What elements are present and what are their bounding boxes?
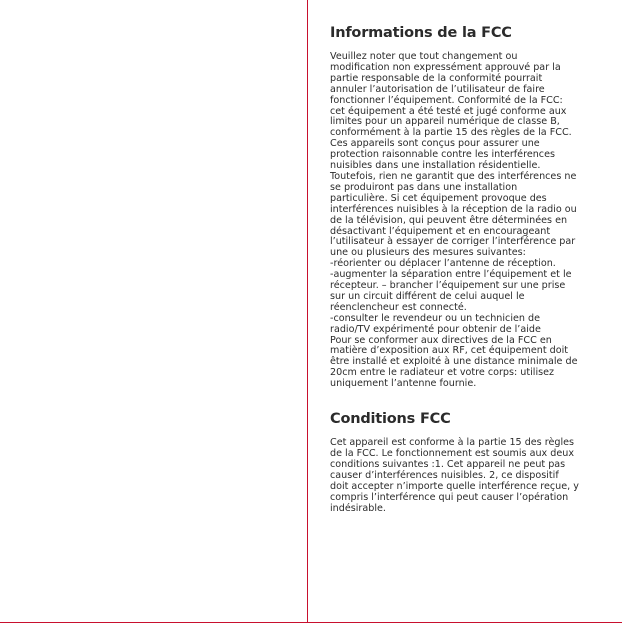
body-line: l’utilisateur à essayer de corriger l’interférence par: [330, 236, 576, 248]
fcc-conditions-section: [330, 408, 602, 514]
body-line: interférences nuisibles à la réception de la radio ou: [330, 203, 577, 215]
body-line: -augmenter la séparation entre l’équipement et le: [330, 269, 572, 281]
body-line: uniquement l’antenne fournie.: [330, 378, 477, 390]
page-bottom-edge-line: [0, 622, 622, 623]
body-line: une ou plusieurs des mesures suivantes:: [330, 247, 526, 259]
body-line: modification non expressément approuvé par la: [330, 61, 561, 73]
body-line: Toutefois, rien ne garantit que des interférences ne: [330, 170, 577, 182]
body-line: radio/TV expérimenté pour obtenir de l’aide: [330, 323, 541, 335]
body-line: compris l’interférence qui peut causer l’opération: [330, 491, 569, 503]
body-line: cet équipement a été testé et jugé conforme aux: [330, 105, 567, 117]
body-line: 20cm entre le radiateur et votre corps: utilisez: [330, 367, 555, 379]
fcc-information-heading: Informations de la FCC: [330, 25, 512, 41]
body-line: récepteur. – brancher l’équipement sur une prise: [330, 280, 566, 292]
body-line: conditions suivantes :1. Cet appareil ne peut pas: [330, 458, 566, 470]
body-line: fonctionner l’équipement. Conformité de la FCC:: [330, 94, 563, 106]
body-line: indésirable.: [330, 502, 386, 514]
body-line: limites pour un appareil numérique de classe B,: [330, 116, 560, 128]
body-line: se produiront pas dans une installation: [330, 181, 518, 193]
page-fold-line: [307, 0, 308, 623]
body-line: nuisibles dans une installation résidentielle.: [330, 160, 541, 172]
body-line: annuler l’autorisation de l’utilisateur de faire: [330, 83, 545, 95]
fcc-information-section: [330, 22, 602, 390]
fcc-conditions-body: [330, 438, 602, 514]
body-line: particulière. Si cet équipement provoque des: [330, 192, 547, 204]
body-line: protection raisonnable contre les interférences: [330, 149, 555, 161]
body-line: Veuillez noter que tout changement ou: [330, 51, 518, 62]
body-line: causer d’interférences nuisibles. 2, ce dispositif: [330, 469, 559, 481]
body-line: de la FCC. Le fonctionnement est soumis aux deux: [330, 448, 575, 459]
manual-right-column: [330, 22, 602, 514]
body-line: être installé et exploité à une distance minimale de: [330, 356, 578, 368]
fcc-conditions-heading: Conditions FCC: [330, 411, 451, 428]
body-line: partie responsable de la conformité pourrait: [330, 72, 543, 84]
body-line: conformément à la partie 15 des règles de la FCC.: [330, 127, 572, 139]
fcc-information-body: [330, 52, 602, 390]
body-line: de la télévision, qui peuvent être déterminées en: [330, 214, 568, 226]
body-line: doit accepter n’importe quelle interférence reçue, y: [330, 480, 579, 492]
body-line: Cet appareil est conforme à la partie 15 des règles: [330, 437, 575, 449]
body-line: -réorienter ou déplacer l’antenne de réception.: [330, 258, 556, 270]
body-line: désactivant l’équipement et en encourageant: [330, 225, 551, 237]
body-line: réenclencheur est connecté.: [330, 301, 467, 313]
body-line: Pour se conformer aux directives de la FCC en: [330, 334, 552, 346]
body-line: sur un circuit différent de celui auquel le: [330, 290, 525, 302]
body-line: -consulter le revendeur ou un technicien de: [330, 312, 541, 324]
body-line: matière d’exposition aux RF, cet équipement doit: [330, 345, 569, 357]
body-line: Ces appareils sont conçus pour assurer une: [330, 138, 540, 150]
